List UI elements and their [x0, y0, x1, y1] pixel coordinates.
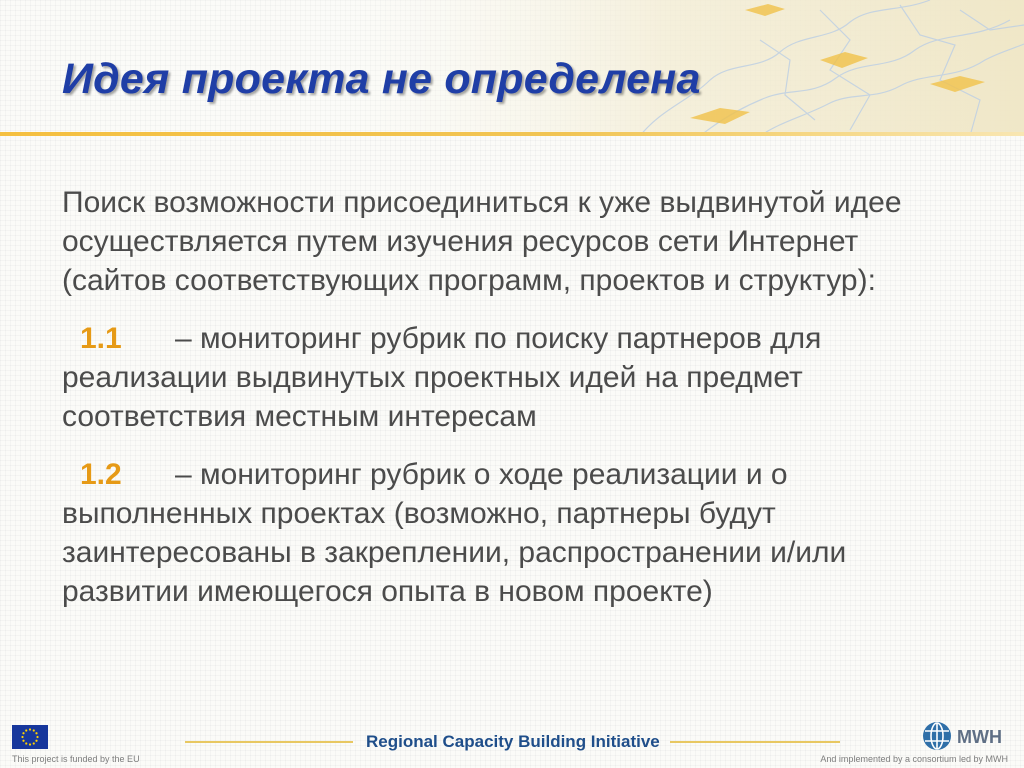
list-item [62, 455, 967, 611]
slide-header [0, 0, 1024, 136]
list-item [62, 319, 967, 436]
item-text: – мониторинг рубрик по поиску партнеров для реализации выдвинутых проектных идей на предмет соответствия местным интересам [62, 322, 822, 433]
slide-body [62, 183, 967, 630]
funding-caption: This project is funded by the EU [12, 754, 140, 764]
eu-flag-icon [12, 725, 48, 749]
item-number: 1.1 [80, 322, 122, 355]
intro-paragraph: Поиск возможности присоединиться к уже выдвинутой идее осуществляется путем изучения ресурсов сети Интернет (сайтов соответствующих программ, проектов и структур): [62, 186, 902, 297]
mwh-logo-text: MWH [957, 727, 1002, 747]
slide-title: Идея проекта не определена [62, 55, 701, 103]
mwh-globe-icon [922, 721, 952, 751]
initiative-title: Regional Capacity Building Initiative [366, 732, 660, 751]
item-number: 1.2 [80, 458, 122, 491]
item-text: – мониторинг рубрик о ходе реализации и о выполненных проектах (возможно, партнеры будут заинтересованы в закреплении, распространении и/или развитии имеющегося опыта в новом проекте) [62, 458, 847, 608]
header-divider [0, 132, 1024, 136]
consortium-caption: And implemented by a consortium led by MWH [820, 754, 1008, 764]
footer-divider-right [670, 741, 840, 743]
footer-divider-left [185, 741, 353, 743]
